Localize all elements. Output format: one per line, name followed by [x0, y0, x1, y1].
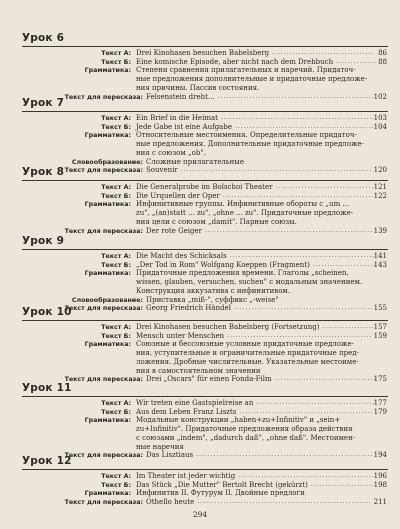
dot-leader: ...................: [322, 323, 378, 330]
lesson-divider: [22, 249, 388, 250]
dot-leader: ......................................................: [217, 92, 375, 100]
lesson-title: Урок 7: [22, 97, 65, 109]
lesson-title: Урок 10: [22, 306, 72, 318]
entry-label: Текст Б:: [101, 408, 131, 416]
entry-label: Текст Б:: [101, 192, 131, 200]
entry-text: Модальные конструкции „haben+zu+Infinitiv" и „sein+: [136, 416, 341, 425]
dot-leader: ................................................: [234, 122, 375, 130]
entry-label: Текст А:: [101, 115, 131, 122]
toc-entry-line: [0, 416, 400, 425]
dot-leader: ............................................................: [197, 498, 372, 506]
entry-text: ния цели с союзом „damit". Парные союзы.: [136, 217, 297, 226]
toc-entry-line: [0, 49, 400, 58]
entry-text: wissen, glauben, versuchen, suchen" с модальным значением.: [136, 278, 363, 287]
lesson-divider: [22, 396, 388, 397]
entry-label: Словообразование:: [71, 158, 143, 166]
toc-entry-line: [0, 498, 400, 507]
toc-entry-line: [0, 481, 400, 490]
entry-label: Текст А:: [101, 253, 131, 260]
entry-text: Придаточные предложения времени. Глаголы „scheinen,: [136, 269, 349, 278]
dot-leader: ...............................................: [238, 472, 375, 479]
entry-text: ния причины. Пассив состояния.: [136, 83, 260, 92]
dot-leader: ......................: [312, 260, 377, 268]
entry-label: Текст А:: [101, 324, 131, 331]
lesson-title: Урок 9: [22, 235, 65, 247]
toc-entry-line: [0, 218, 400, 227]
lesson-title: Урок 6: [22, 32, 65, 44]
lesson-divider: [22, 180, 388, 181]
toc-entry-line: [0, 349, 400, 358]
dot-leader: ..................................................: [227, 331, 373, 339]
entry-text: с союзами „indem", „dadurch daß", „ohne daß". Местоимен-: [136, 433, 356, 442]
entry-text: Georg Friedrich Händel: [146, 304, 231, 313]
toc-entry-line: [0, 358, 400, 367]
entry-text: Сложные прилагательные: [146, 157, 244, 166]
entry-text: Инфинитивные группы. Инфинитивные обороты с „um ...: [136, 200, 350, 209]
entry-text: ные предложения дополнительные и придаточные предложе-: [136, 75, 368, 84]
entry-text: Im Theater ist jeder wichtig: [136, 472, 236, 480]
toc-entry-line: [0, 84, 400, 93]
entry-label: Текст Б:: [101, 332, 131, 340]
toc-entry-line: [0, 149, 400, 158]
entry-text: ния в самостоятельном значении: [136, 366, 261, 375]
toc-entry-line: [0, 200, 400, 209]
entry-page-number: 198: [373, 480, 387, 489]
entry-page-number: 194: [373, 451, 387, 460]
lesson-divider: [22, 46, 388, 47]
toc-entry-line: [0, 252, 400, 261]
entry-label: Текст для пересказа:: [64, 167, 143, 175]
entry-page-number: 104: [373, 122, 387, 131]
entry-text: Союзные и бессоюзные условные придаточные предложе-: [136, 340, 354, 349]
lesson-divider: [22, 469, 388, 470]
entry-text: Drei „Oscars" für einen Fonda-Film: [146, 375, 272, 384]
entry-text: ные наречия: [136, 442, 184, 451]
dot-leader: ....................................................: [222, 191, 375, 199]
entry-page-number: 157: [373, 323, 387, 331]
entry-page-number: 175: [373, 375, 387, 384]
entry-text: Wir treten eine Gastspielreise an: [136, 399, 254, 407]
entry-label: Грамматика:: [84, 490, 131, 498]
entry-page-number: 159: [373, 331, 387, 340]
entry-page-number: 211: [373, 498, 387, 507]
entry-text: Относительные местоимения. Определительные придаточ-: [136, 131, 357, 140]
toc-entry-line: [0, 287, 400, 296]
toc-entry-line: [0, 296, 400, 305]
entry-label: Грамматика:: [84, 67, 131, 75]
entry-text: Das Stück „Die Mutter" Bertolt Brecht (gekürzt): [136, 480, 308, 489]
entry-text: Конструкция аккузатива с инфинитивом.: [136, 286, 291, 295]
entry-text: Das Lisztiaus: [146, 451, 194, 460]
toc-entry-line: [0, 114, 400, 123]
dot-leader: ...................................: [274, 375, 377, 383]
entry-page-number: 141: [373, 252, 387, 260]
toc-entry-line: [0, 323, 400, 332]
toc-entry-line: [0, 58, 400, 67]
entry-label: Текст для пересказа:: [64, 499, 143, 507]
entry-label: Текст А:: [101, 50, 131, 57]
toc-entry-line: [0, 75, 400, 84]
page-number: 294: [192, 510, 208, 519]
entry-text: Souvenir: [146, 166, 178, 175]
toc-entry-line: [0, 489, 400, 498]
entry-label: Текст для пересказа:: [64, 376, 143, 384]
entry-label: Текст для пересказа:: [64, 452, 143, 460]
entry-text: Ein Brief in die Heimat: [136, 114, 218, 122]
entry-text: Die Macht des Schicksals: [136, 252, 227, 260]
entry-label: Грамматика:: [84, 341, 131, 349]
toc-entry-line: [0, 123, 400, 132]
toc-entry-line: [0, 434, 400, 443]
toc-entry-line: [0, 408, 400, 417]
entry-text: ния, уступительные и ограничительные придаточные пред-: [136, 349, 359, 358]
toc-entry-line: [0, 269, 400, 278]
entry-text: Drei Kinohasen besuchen Babelsberg: [136, 49, 270, 57]
entry-label: Грамматика:: [84, 270, 131, 278]
entry-text: Jede Gabe ist eine Aufgabe: [136, 122, 232, 131]
entry-text: Приставка „miß-", суффикс „-weise": [146, 295, 279, 304]
entry-label: Текст А:: [101, 473, 131, 480]
entry-label: Грамматика:: [84, 201, 131, 209]
lesson-divider: [22, 111, 388, 112]
entry-label: Грамматика:: [84, 417, 131, 425]
entry-text: Drei Kinohasen besuchen Babelsberg (Fortsetzung): [136, 323, 320, 331]
lesson-divider: [22, 320, 388, 321]
dot-leader: .........................................: [256, 399, 376, 406]
toc-entry-line: [0, 209, 400, 218]
entry-page-number: 143: [373, 260, 387, 269]
dot-leader: .....................................................: [220, 114, 376, 121]
lesson-title: Урок 8: [22, 166, 65, 178]
toc-entry-line: [0, 425, 400, 434]
entry-page-number: 122: [373, 191, 387, 200]
entry-text: Aus dem Leben Franz Liszts: [136, 407, 237, 416]
toc-entry-line: [0, 443, 400, 452]
entry-label: Текст Б:: [101, 123, 131, 131]
dot-leader: .............................................................: [196, 451, 374, 459]
entry-label: Текст для пересказа:: [64, 93, 143, 101]
dot-leader: ..............................................: [239, 407, 374, 415]
entry-text: ложения. Дробные числительные. Указательные местоиме-: [136, 357, 359, 366]
entry-text: Der rote Geiger: [146, 226, 203, 235]
toc-entry-line: [0, 332, 400, 341]
dot-leader: ................................................: [233, 304, 374, 312]
toc-entry-line: [0, 140, 400, 149]
entry-text: Die Urquellen der Oper: [136, 191, 220, 200]
entry-text: Eine komische Episode, aber nicht nach dem Drehbuch: [136, 57, 334, 66]
lesson-title: Урок 11: [22, 382, 72, 394]
entry-label: Текст для пересказа:: [64, 227, 143, 235]
entry-page-number: 139: [373, 226, 387, 235]
dot-leader: ..................................: [275, 183, 375, 190]
toc-entry-line: [0, 261, 400, 270]
entry-page-number: 177: [373, 399, 387, 407]
entry-page-number: 196: [373, 472, 387, 480]
toc-entry-line: [0, 472, 400, 481]
toc-entry-line: [0, 367, 400, 376]
toc-entry-line: [0, 192, 400, 201]
toc-entry-line: [0, 66, 400, 75]
entry-text: Mensch unter Menschen: [136, 331, 225, 340]
entry-label: Текст Б:: [101, 261, 131, 269]
entry-page-number: 102: [373, 92, 387, 101]
entry-label: Словообразование:: [71, 296, 143, 304]
entry-text: zu", „(an)statt ... zu", „ohne ... zu". Придаточные предложе-: [136, 209, 354, 218]
dot-leader: .......................: [310, 480, 378, 488]
entry-label: Текст А:: [101, 400, 131, 407]
entry-page-number: 155: [373, 304, 387, 313]
toc-entry-line: [0, 399, 400, 408]
toc-entry-line: [0, 340, 400, 349]
entry-text: Степени сравнения прилагательных и наречий. Придаточ-: [136, 66, 356, 75]
toc-entry-line: [0, 131, 400, 140]
entry-label: Текст Б:: [101, 58, 131, 66]
entry-text: ния с союзом „ob".: [136, 148, 206, 157]
toc-entry-line: [0, 183, 400, 192]
entry-page-number: 120: [373, 166, 387, 175]
entry-text: Die Generalprobe im Bolschoi Theater: [136, 183, 273, 191]
entry-page-number: 121: [373, 183, 387, 191]
entry-label: Грамматика:: [84, 132, 131, 140]
dot-leader: ..........................................................: [205, 226, 374, 234]
dot-leader: ..................................................: [229, 252, 376, 259]
dot-leader: ..............: [336, 57, 377, 65]
entry-text: Felsenstein dreht...: [146, 92, 215, 101]
entry-page-number: 86: [378, 49, 387, 57]
entry-text: ные предложения. Дополнительные придаточные предложе-: [136, 140, 364, 149]
entry-page-number: 103: [373, 114, 387, 122]
entry-label: Текст А:: [101, 184, 131, 191]
entry-text: Othello heute: [146, 498, 195, 507]
entry-page-number: 88: [378, 57, 387, 66]
entry-label: Текст Б:: [101, 481, 131, 489]
dot-leader: ...................................: [272, 49, 374, 56]
toc-entry-line: [0, 278, 400, 287]
dot-leader: ..................................................................: [180, 166, 373, 174]
lesson-title: Урок 12: [22, 455, 72, 467]
entry-page-number: 179: [373, 407, 387, 416]
entry-text: Инфинитив II. Футурум II. Двойные предлоги: [136, 489, 305, 498]
entry-text: „Der Tod in Rom" Wolfgang Koeppen (Fragment): [136, 260, 310, 269]
entry-label: Текст для пересказа:: [64, 305, 143, 313]
entry-text: zu+Infinitiv". Придаточные предложения образа действия: [136, 425, 353, 434]
